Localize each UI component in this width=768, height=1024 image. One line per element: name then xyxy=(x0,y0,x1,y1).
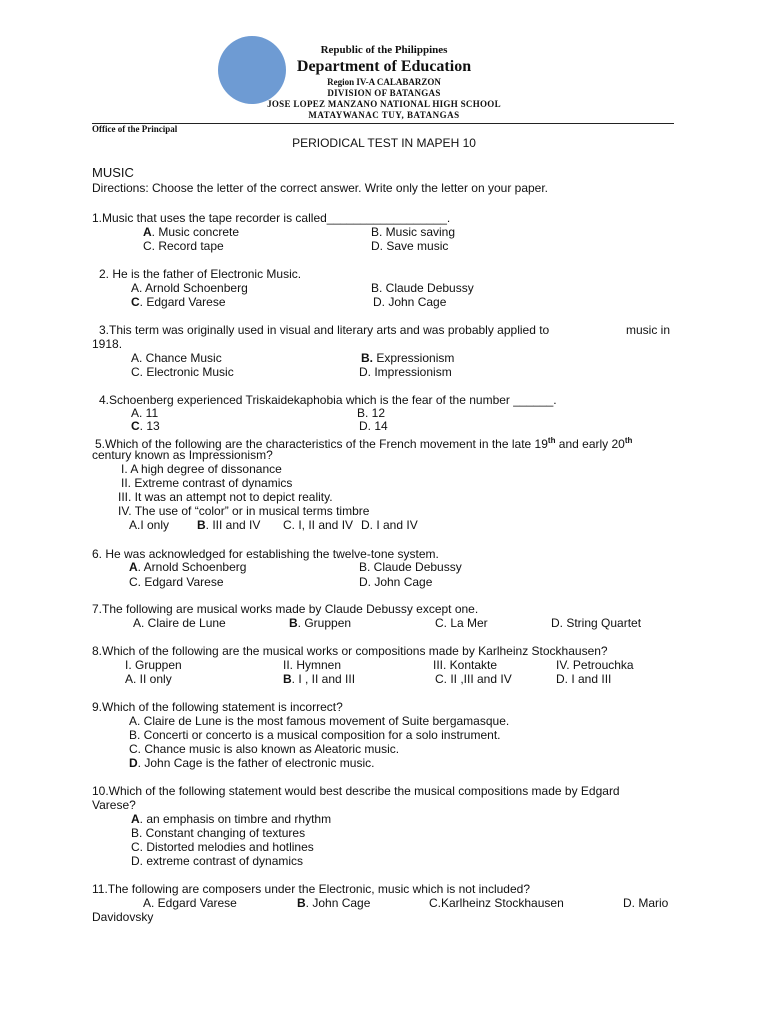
q5-sup-2: th xyxy=(624,436,633,445)
q6-option-b: B. Claude Debussy xyxy=(359,560,462,574)
q8-option-b-text: . I , II and III xyxy=(291,672,356,686)
q8-option-d: D. I and III xyxy=(556,672,612,686)
q3-option-b-text: Expressionism xyxy=(373,351,455,365)
q6-option-d: D. John Cage xyxy=(359,575,433,589)
q10-option-c: C. Distorted melodies and hotlines xyxy=(131,840,314,854)
q11-option-b xyxy=(297,896,370,910)
q5-option-b xyxy=(197,518,260,532)
q4-option-c-text: . 13 xyxy=(139,419,160,433)
q11-option-d: D. Mario xyxy=(623,896,669,910)
q5-sup-1: th xyxy=(547,436,556,445)
q4-option-d: D. 14 xyxy=(359,419,388,433)
question-8: 8.Which of the following are the musical works or compositions made by Karlheinz Stockhausen? xyxy=(92,644,608,658)
q6-option-a-letter: A xyxy=(129,560,138,574)
q6-option-a-text: . Arnold Schoenberg xyxy=(137,560,247,574)
q5-stem-part-1: 5.Which of the following are the characteristics of the French movement in the late 19 xyxy=(95,437,548,451)
q10-option-a-letter: A xyxy=(131,812,140,826)
division-line: DIVISION OF BATANGAS xyxy=(327,88,441,98)
q4-option-c-letter: C xyxy=(131,419,140,433)
q9-option-d-text: . John Cage is the father of electronic music. xyxy=(137,756,375,770)
q5-item-ii: II. Extreme contrast of dynamics xyxy=(121,476,293,490)
q2-option-c-text: . Edgard Varese xyxy=(139,295,226,309)
q6-option-a xyxy=(129,560,246,574)
q7-option-b xyxy=(289,616,351,630)
q10-option-b: B. Constant changing of textures xyxy=(131,826,306,840)
q8-item-iii: III. Kontakte xyxy=(433,658,498,672)
q5-option-b-text: . III and IV xyxy=(205,518,261,532)
q6-option-c: C. Edgard Varese xyxy=(129,575,224,589)
question-6: 6. He was acknowledged for establishing the twelve-tone system. xyxy=(92,547,439,561)
test-title: PERIODICAL TEST IN MAPEH 10 xyxy=(292,136,476,150)
q5-item-iii: III. It was an attempt not to depict reality. xyxy=(118,490,333,504)
q7-option-a: A. Claire de Lune xyxy=(133,616,226,630)
q2-option-c-letter: C xyxy=(131,295,140,309)
q8-item-iv: IV. Petrouchka xyxy=(556,658,634,672)
q5-option-c: C. I, II and IV xyxy=(283,518,354,532)
q10-option-d: D. extreme contrast of dynamics xyxy=(131,854,304,868)
question-1: 1.Music that uses the tape recorder is called__________________. xyxy=(92,211,451,225)
q3-option-b-letter: B. xyxy=(361,351,373,365)
q5-item-i: I. A high degree of dissonance xyxy=(121,462,282,476)
header-rule xyxy=(92,123,674,124)
question-2: 2. He is the father of Electronic Music. xyxy=(99,267,302,281)
q9-option-d xyxy=(129,756,374,770)
q9-option-b: B. Concerti or concerto is a musical composition for a solo instrument. xyxy=(129,728,501,742)
q11-option-b-text: . John Cage xyxy=(305,896,371,910)
question-3-line-1-end: music in xyxy=(626,323,671,337)
q8-option-a: A. II only xyxy=(125,672,172,686)
q1-option-c: C. Record tape xyxy=(143,239,224,253)
q8-option-b xyxy=(283,672,355,686)
region-line: Region IV-A CALABARZON xyxy=(327,77,441,87)
q2-option-a: A. Arnold Schoenberg xyxy=(131,281,248,295)
q5-item-iv: IV. The use of “color” or in musical terms timbre xyxy=(118,504,370,518)
q11-option-c: C.Karlheinz Stockhausen xyxy=(429,896,564,910)
q9-option-c: C. Chance music is also known as Aleatoric music. xyxy=(129,742,400,756)
question-10-line-1: 10.Which of the following statement would best describe the musical compositions made by Edgard xyxy=(92,784,620,798)
q5-stem-part-2: and early 20 xyxy=(555,437,625,451)
school-name: JOSE LOPEZ MANZANO NATIONAL HIGH SCHOOL xyxy=(267,99,501,109)
q3-option-b xyxy=(361,351,454,365)
question-11: 11.The following are composers under the Electronic, music which is not included? xyxy=(92,882,530,896)
q10-option-a-text: . an emphasis on timbre and rhythm xyxy=(139,812,332,826)
q7-option-b-text: . Gruppen xyxy=(297,616,352,630)
q8-item-i: I. Gruppen xyxy=(125,658,182,672)
question-9: 9.Which of the following statement is incorrect? xyxy=(92,700,343,714)
q1-option-a-letter: A xyxy=(143,225,152,239)
question-5-line-2: century known as Impressionism? xyxy=(92,448,273,462)
question-3-line-2: 1918. xyxy=(92,337,123,351)
q1-option-a xyxy=(143,225,239,239)
question-4: 4.Schoenberg experienced Triskaidekaphobia which is the fear of the number ______. xyxy=(99,393,557,407)
q8-option-c: C. II ,III and IV xyxy=(435,672,512,686)
question-3-line-1: 3.This term was originally used in visual and literary arts and was probably applied to xyxy=(99,323,550,337)
q10-option-a xyxy=(131,812,331,826)
q9-option-a: A. Claire de Lune is the most famous movement of Suite bergamasque. xyxy=(129,714,510,728)
q5-option-d: D. I and IV xyxy=(361,518,418,532)
q4-option-b: B. 12 xyxy=(357,406,386,420)
q1-option-d: D. Save music xyxy=(371,239,449,253)
q8-option-b-letter: B xyxy=(283,672,292,686)
q1-option-b: B. Music saving xyxy=(371,225,456,239)
republic-line: Republic of the Philippines xyxy=(320,44,448,56)
q5-option-a: A.I only xyxy=(129,518,170,532)
question-7: 7.The following are musical works made by Claude Debussy except one. xyxy=(92,602,479,616)
q9-option-d-letter: D xyxy=(129,756,138,770)
q7-option-c: C. La Mer xyxy=(435,616,488,630)
school-address: MATAYWANAC TUY, BATANGAS xyxy=(308,110,460,120)
directions: Directions: Choose the letter of the correct answer. Write only the letter on your paper. xyxy=(92,181,549,195)
q11-option-b-letter: B xyxy=(297,896,306,910)
q4-option-a: A. 11 xyxy=(131,406,159,420)
section-heading: MUSIC xyxy=(92,165,134,180)
q2-option-d: D. John Cage xyxy=(373,295,447,309)
q5-option-b-letter: B xyxy=(197,518,206,532)
q2-option-c xyxy=(131,295,226,309)
q7-option-d: D. String Quartet xyxy=(551,616,642,630)
q3-option-a: A. Chance Music xyxy=(131,351,222,365)
q11-option-a: A. Edgard Varese xyxy=(143,896,237,910)
office-label: Office of the Principal xyxy=(92,124,178,134)
department-title: Department of Education xyxy=(296,58,472,75)
q1-option-a-text: . Music concrete xyxy=(151,225,240,239)
q3-option-c: C. Electronic Music xyxy=(131,365,234,379)
q7-option-b-letter: B xyxy=(289,616,298,630)
q4-option-c xyxy=(131,419,160,433)
q2-option-b: B. Claude Debussy xyxy=(371,281,474,295)
question-10-line-2: Varese? xyxy=(92,798,136,812)
q8-item-ii: II. Hymnen xyxy=(283,658,342,672)
q11-option-d-continued: Davidovsky xyxy=(92,910,154,924)
q3-option-d: D. Impressionism xyxy=(359,365,452,379)
